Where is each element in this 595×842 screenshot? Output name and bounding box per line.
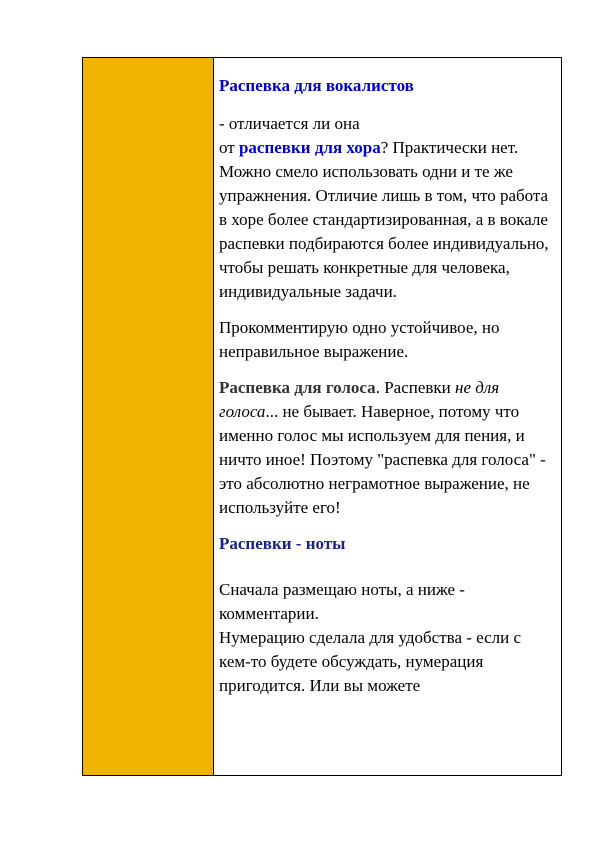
voice-text-a: . Распевки: [375, 378, 456, 397]
left-colored-cell: [83, 58, 214, 775]
heading-voice: Распевка для голоса: [219, 378, 376, 397]
voice-text-b: ... не бывает. Наверное, потому что именно голос мы используем для пения, и ничто иное! Поэтому "распевка для голоса" - это абсолютно неграмотное выражение, не используйте его!: [219, 402, 546, 517]
vocalists-text-b: от: [219, 138, 239, 157]
paragraph-vocalists: [219, 112, 553, 304]
paragraph-notes-2: Нумерацию сделала для удобства - если с кем-то будете обсуждать, нумерация пригодится. Или вы можете: [219, 628, 522, 695]
heading-vocalists: Распевка для вокалистов: [219, 76, 414, 95]
layout-table: [82, 57, 562, 776]
paragraph-notes-1: Сначала размещаю ноты, а ниже - комментарии.: [219, 580, 465, 623]
paragraph-comment: Прокомментирую одно устойчивое, но неправильное выражение.: [219, 318, 500, 361]
vocalists-text-c: ? Практически нет. Можно смело использовать одни и те же упражнения. Отличие лишь в том, что работа в хоре более стандартизированная, а в вокале распевки подбираются более индивидуально, чтобы решать конкретные для человека, индивидуальные задачи.: [219, 138, 549, 301]
voice-italic: не для голоса: [219, 378, 500, 421]
choir-warmup-link[interactable]: распевки для хора: [238, 138, 381, 157]
vocalists-text-a: - отличается ли она: [219, 114, 360, 133]
heading-notes: Распевки - ноты: [219, 534, 346, 553]
content-cell: [214, 58, 561, 775]
paragraph-voice: [219, 376, 553, 520]
